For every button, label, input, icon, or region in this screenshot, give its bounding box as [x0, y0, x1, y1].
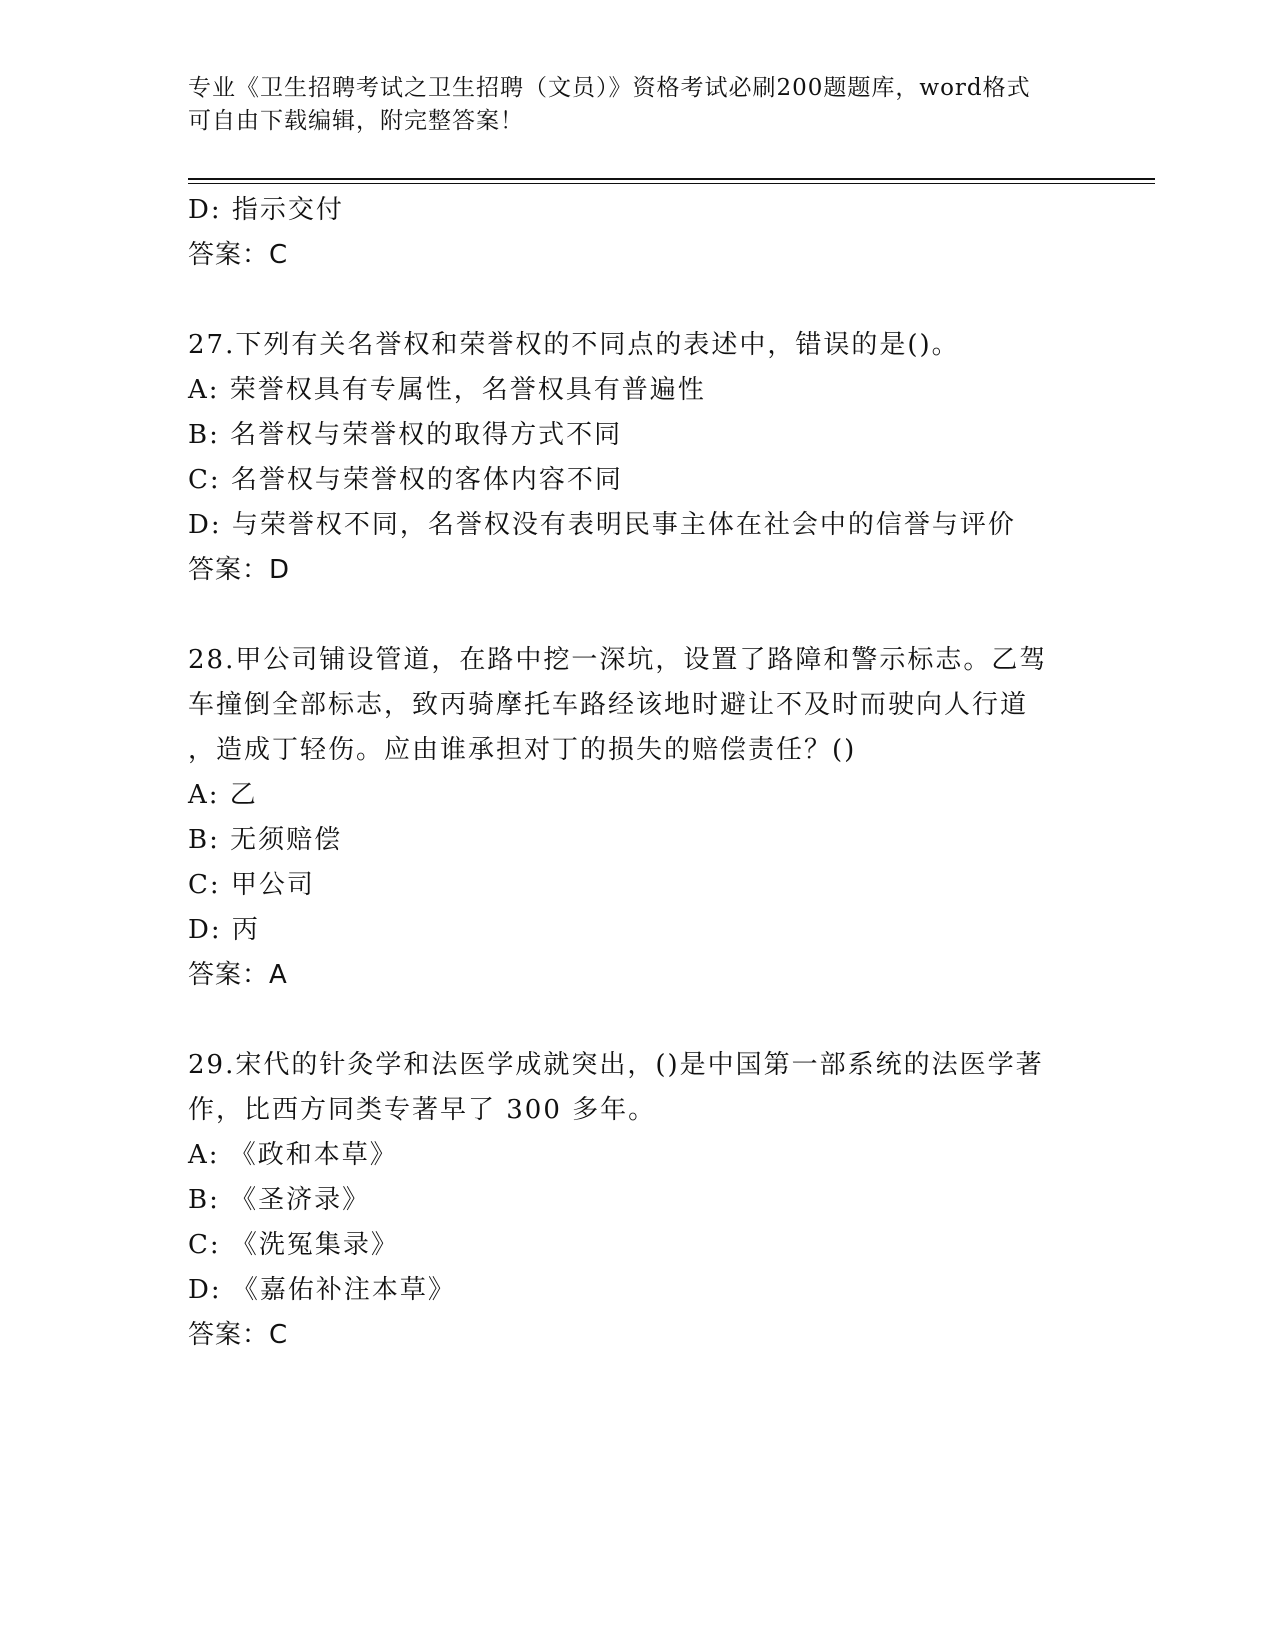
answer: 答案：C — [188, 1320, 289, 1350]
option-d: D: 丙 — [188, 915, 260, 945]
option-a: A: 《政和本草》 — [188, 1140, 398, 1170]
prev-option-d: D: 指示交付 — [188, 195, 344, 225]
option-a: A: 荣誉权具有专属性，名誉权具有普遍性 — [188, 375, 706, 405]
question-list — [188, 188, 1088, 1358]
question-stem-line: ，造成丁轻伤。应由谁承担对丁的损失的赔偿责任？() — [188, 735, 857, 765]
option-d: D: 《嘉佑补注本草》 — [188, 1275, 456, 1305]
question-stem-line: 车撞倒全部标志，致丙骑摩托车路经该地时避让不及时而驶向人行道 — [188, 690, 1029, 720]
question-27 — [188, 323, 1088, 593]
question-29 — [188, 1043, 1088, 1358]
spacer — [188, 278, 1088, 323]
option-c: C: 甲公司 — [188, 870, 315, 900]
question-stem-line: 作，比西方同类专著早了 300 多年。 — [188, 1095, 657, 1125]
header-line-2: 可自由下载编辑，附完整答案！ — [188, 108, 524, 134]
option-c: C: 《洗冤集录》 — [188, 1230, 399, 1260]
option-b: B: 名誉权与荣誉权的取得方式不同 — [188, 420, 623, 450]
question-stem-line: 29.宋代的针灸学和法医学成就突出，()是中国第一部系统的法医学著 — [188, 1050, 1044, 1080]
option-c: C: 名誉权与荣誉权的客体内容不同 — [188, 465, 623, 495]
question-stem-line: 28.甲公司铺设管道，在路中挖一深坑，设置了路障和警示标志。乙驾 — [188, 645, 1048, 675]
question-28 — [188, 638, 1088, 998]
question-stem: 27.下列有关名誉权和荣誉权的不同点的表述中，错误的是()。 — [188, 330, 960, 360]
header-line-1: 专业《卫生招聘考试之卫生招聘（文员）》资格考试必刷200题题库，word格式 — [188, 75, 1031, 101]
spacer — [188, 998, 1088, 1043]
option-b: B: 《圣济录》 — [188, 1185, 371, 1215]
option-a: A: 乙 — [188, 780, 258, 810]
header-divider-thin — [188, 183, 1155, 184]
spacer — [188, 593, 1088, 638]
header-divider-thick — [188, 178, 1155, 180]
option-b: B: 无须赔偿 — [188, 825, 343, 855]
answer: 答案：A — [188, 960, 288, 990]
option-d: D: 与荣誉权不同，名誉权没有表明民事主体在社会中的信誉与评价 — [188, 510, 1016, 540]
document-header — [188, 72, 1088, 138]
prev-answer: 答案：C — [188, 240, 289, 270]
answer: 答案：D — [188, 555, 291, 585]
